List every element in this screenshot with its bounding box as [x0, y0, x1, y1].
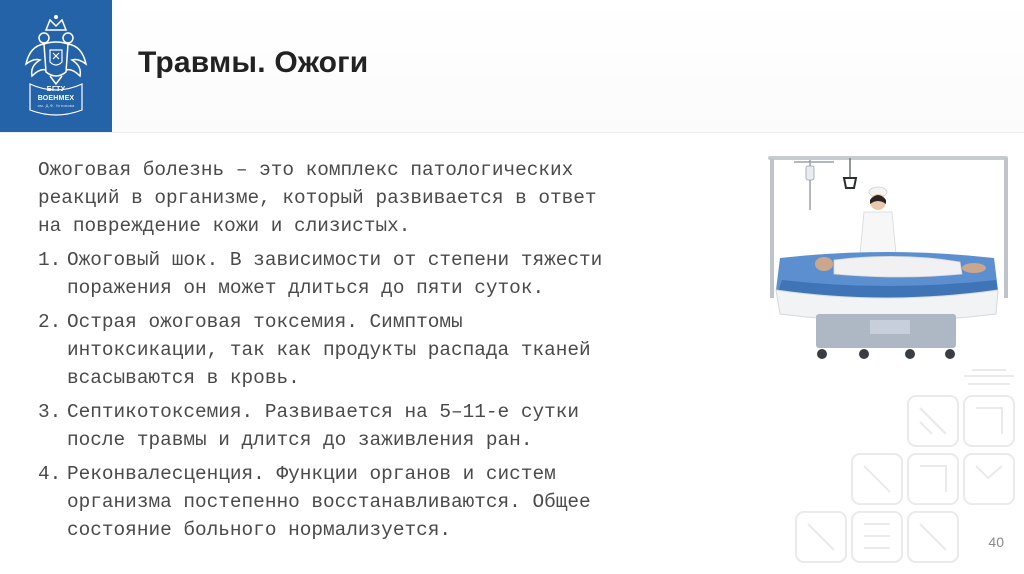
- list-line: организма постепенно восстанавливаются. Общее: [67, 491, 591, 513]
- eagle-emblem-icon: [0, 0, 112, 132]
- decorative-pattern-icon: [780, 366, 1024, 574]
- trapeze-handle: [844, 178, 856, 188]
- list-item: [38, 460, 738, 544]
- iv-bag: [806, 166, 814, 180]
- logo-line-2: ВОЕНМЕХ: [37, 95, 75, 102]
- list-line: Септикотоксемия. Развивается на 5–11-е сутки: [67, 401, 579, 423]
- list-line: всасываются в кровь.: [67, 367, 300, 389]
- intro-line: Ожоговая болезнь – это комплекс патологических: [38, 159, 574, 181]
- base-panel: [870, 320, 910, 334]
- list-number: 2.: [38, 311, 62, 333]
- patient-feet: [962, 263, 986, 273]
- university-logo: [0, 0, 112, 132]
- patient-head: [815, 257, 833, 271]
- page-number: 40: [988, 534, 1004, 550]
- list-line: после травмы и длится до заживления ран.: [67, 429, 533, 451]
- wheel: [945, 349, 955, 359]
- list-line: интоксикации, так как продукты распада тканей: [67, 339, 591, 361]
- frame-left-post: [770, 158, 774, 298]
- list-line: Острая ожоговая токсемия. Симптомы: [67, 311, 463, 333]
- list-item: [38, 308, 738, 392]
- list-number: 4.: [38, 463, 62, 485]
- list-number: 1.: [38, 249, 62, 271]
- list-item: [38, 246, 738, 302]
- list-line: Реконвалесценция. Функции органов и систем: [67, 463, 556, 485]
- burn-treatment-bed-photo: [760, 150, 1014, 365]
- logo-line-1: БГТУ: [46, 86, 66, 93]
- frame-top-bar: [768, 156, 1008, 160]
- patient-blanket: [834, 256, 962, 277]
- wheel: [905, 349, 915, 359]
- intro-paragraph: [38, 156, 738, 240]
- logo-line-3: им. Д.Ф. Устинова: [37, 103, 75, 108]
- wheel: [817, 349, 827, 359]
- intro-line: реакций в организме, который развивается в ответ: [38, 187, 597, 209]
- intro-line: на повреждение кожи и слизистых.: [38, 215, 411, 237]
- list-line: поражения он может длиться до пяти суток.: [67, 277, 545, 299]
- list-number: 3.: [38, 401, 62, 423]
- wheel: [859, 349, 869, 359]
- frame-right-post: [1004, 158, 1008, 298]
- slide-title: Травмы. Ожоги: [138, 46, 369, 79]
- list-line: Ожоговый шок. В зависимости от степени тяжести: [67, 249, 603, 271]
- body-text: [38, 156, 738, 550]
- list-item: [38, 398, 738, 454]
- list-line: состояние больного нормализуется.: [67, 519, 451, 541]
- nurse-body: [860, 212, 896, 254]
